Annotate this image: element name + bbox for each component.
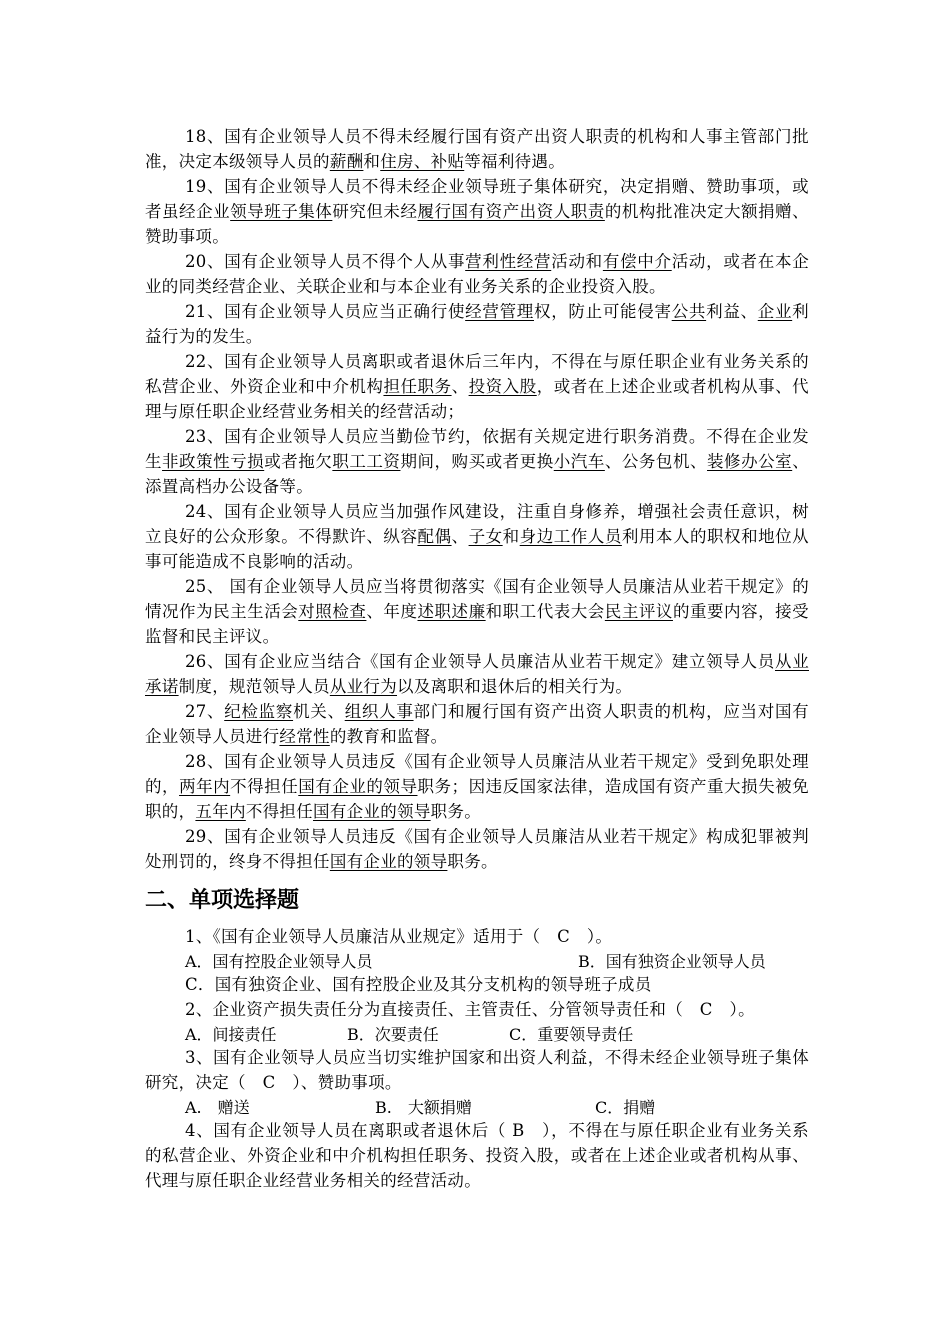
underlined-answer: 经常性 <box>279 727 330 746</box>
item-text: 等福利待遇。 <box>464 152 566 171</box>
item-text: 期间，购买或者更换 <box>400 452 554 471</box>
item-text: 权，防止可能侵害 <box>534 302 672 321</box>
fill-in-item <box>145 699 809 749</box>
underlined-answer: 身边工作人员 <box>519 527 622 546</box>
item-text: 职务。 <box>447 852 498 871</box>
item-text: 不得担任 <box>230 777 299 796</box>
item-text: 机关、 <box>293 702 345 721</box>
item-text: 26、国有企业应当结合《国有企业领导人员廉洁从业若干规定》建立领导人员 <box>185 652 775 671</box>
item-text: 27、 <box>185 702 225 721</box>
item-text: 24、国有企业领导人员应当加强作风建设，注重自身修养，增强社会责任意识，树立良好的公众形象。不得默许、纵容 <box>145 502 809 546</box>
underlined-answer: 经营管理 <box>465 302 534 321</box>
q1-option-a: A．国有控股企业领导人员 <box>185 952 373 971</box>
item-text: 职务。 <box>430 802 482 821</box>
question-4: 4、国有企业领导人员在离职或者退休后（ B ），不得在与原任职企业有业务关系的私营企业、外资企业和中介机构担任职务、投资入股，或者在上述企业或者机构从事、代理与原任职企业经营业务相关的经营活动。 <box>145 1121 809 1190</box>
underlined-answer: 国有企业的领导 <box>329 852 448 871</box>
item-text: 22、国有企业领导人员离职或者退休后三年内，不得在与原任职企业有业务关系的私营企业、外资企业和中介机构 <box>145 352 809 396</box>
underlined-answer: 对照检查 <box>298 602 367 621</box>
underlined-answer: 领导班子集体 <box>230 202 333 221</box>
underlined-answer: 住房、补贴 <box>380 152 465 171</box>
q2-option-a: A．间接责任 <box>185 1025 277 1044</box>
item-text: 21、国有企业领导人员应当正确行使 <box>185 302 466 321</box>
item-text: 研究但未经 <box>332 202 418 221</box>
underlined-answer: 薪酬 <box>329 152 364 171</box>
underlined-answer: 从业行为 <box>329 677 398 696</box>
underlined-answer: 组织人事 <box>344 702 414 721</box>
underlined-answer: 从业承诺 <box>145 652 809 696</box>
q2-option-b: B．次要责任 <box>347 1025 439 1044</box>
item-text: 不得担任 <box>245 802 314 821</box>
q1-option-b: B．国有独资企业领导人员 <box>578 952 766 971</box>
question-3: 3、国有企业领导人员应当切实维护国家和出资人利益，不得未经企业领导班子集体研究，决定（ C ）、赞助事项。 <box>145 1048 809 1092</box>
fill-in-item <box>145 499 809 574</box>
fill-in-item <box>145 299 809 349</box>
item-text: 利益、 <box>706 302 758 321</box>
underlined-answer: 五年内 <box>195 802 246 821</box>
underlined-answer: 装修办公室 <box>707 452 793 471</box>
underlined-answer: 国有企业的领导 <box>298 777 418 796</box>
item-text: 活动，或者在本企业的同类经营企业、关联企业和与本企业有业务关系的企业投资入股。 <box>145 252 809 296</box>
underlined-answer: 有偿中介 <box>602 252 672 271</box>
item-text: 的重要内容，接受监督和民主评议。 <box>145 602 809 646</box>
item-text: 、 <box>451 377 469 396</box>
underlined-answer: 小汽车 <box>553 452 605 471</box>
q3-option-a: A. 赠送 <box>185 1098 250 1117</box>
fill-in-item <box>145 649 809 699</box>
underlined-answer: 国有企业的领导 <box>313 802 431 821</box>
item-text: 29、国有企业领导人员违反《国有企业领导人员廉洁从业若干规定》构成犯罪被判处刑罚的，终身不得担任 <box>145 827 809 871</box>
item-text: 部门和履行国有资产出资人职责的机构，应当对国有企业领导人员进行 <box>145 702 809 746</box>
item-text: 和 <box>363 152 381 171</box>
item-text: 23、国有企业领导人员应当勤俭节约，依据有关规定进行职务消费。不得在企业发生 <box>145 427 809 471</box>
section-heading: 二、单项选择题 <box>145 888 300 913</box>
item-text: 、添置高档办公设备等。 <box>145 452 809 496</box>
item-text: 利益行为的发生。 <box>145 302 809 346</box>
underlined-answer: 担任职务 <box>383 377 452 396</box>
underlined-answer: 述职述廉 <box>417 602 486 621</box>
underlined-answer: 职工工资 <box>332 452 401 471</box>
item-text: 25、 国有企业领导人员应当将贯彻落实《国有企业领导人员廉洁从业若干规定》的情况作为民主生活会 <box>145 577 809 621</box>
underlined-answer: 公共 <box>671 302 707 321</box>
item-text: 的机构批准决定大额捐赠、赞助事项。 <box>145 202 809 246</box>
underlined-answer: 企业 <box>757 302 793 321</box>
underlined-answer: 履行国有资产出资人职责 <box>417 202 605 221</box>
question-3-options <box>145 1095 809 1118</box>
underlined-answer: 民主评议 <box>604 602 673 621</box>
fill-in-item <box>145 124 809 174</box>
item-text: 职务；因违反国家法律，造成国有资产重大损失被免职的， <box>145 777 809 821</box>
fill-in-item <box>145 249 809 299</box>
question-2-options <box>145 1022 809 1045</box>
item-text: 的教育和监督。 <box>329 727 448 746</box>
fill-in-item <box>145 749 809 824</box>
fill-in-item <box>145 824 809 874</box>
item-text: 和 <box>502 527 520 546</box>
underlined-answer: 非政策性亏损 <box>162 452 265 471</box>
question-2: 2、企业资产损失责任分为直接责任、主管责任、分管领导责任和（ C ）。 <box>185 1000 755 1019</box>
item-text: 、年度 <box>366 602 418 621</box>
fill-in-item <box>145 574 809 649</box>
item-text: 、公务包机、 <box>604 452 708 471</box>
q3-option-c: C．捐赠 <box>595 1098 656 1117</box>
underlined-answer: 两年内 <box>179 777 231 796</box>
question-1-options <box>145 949 809 972</box>
item-text: 制度，规范领导人员 <box>178 677 330 696</box>
underlined-answer: 营利性经营 <box>465 252 552 271</box>
item-text: 以及离职和退休后的相关行为。 <box>397 677 633 696</box>
underlined-answer: 投资入股 <box>468 377 537 396</box>
item-text: 19、国有企业领导人员不得未经企业领导班子集体研究，决定捐赠、赞助事项，或者虽经企业 <box>145 177 809 221</box>
fill-in-item <box>145 174 809 249</box>
underlined-answer: 配偶 <box>417 527 452 546</box>
item-text: 活动和 <box>551 252 603 271</box>
fill-in-item <box>145 424 809 499</box>
q1-option-c: C．国有独资企业、国有控股企业及其分支机构的领导班子成员 <box>185 975 652 994</box>
item-text: 20、国有企业领导人员不得个人从事 <box>185 252 466 271</box>
item-text: 18、国有企业领导人员不得未经履行国有资产出资人职责的机构和人事主管部门批准，决定本级领导人员的 <box>145 127 809 171</box>
q2-option-c: C．重要领导责任 <box>509 1025 634 1044</box>
item-text: 或者拖欠 <box>264 452 333 471</box>
fill-in-item <box>145 349 809 424</box>
q3-option-b: B. 大额捐赠 <box>375 1098 472 1117</box>
document-content <box>145 124 809 1193</box>
item-text: 利用本人的职权和地位从事可能造成不良影响的活动。 <box>145 527 809 571</box>
item-text: ，或者在上述企业或者机构从事、代理与原任职企业经营业务相关的经营活动； <box>145 377 809 421</box>
item-text: 28、国有企业领导人员违反《国有企业领导人员廉洁从业若干规定》受到免职处理的， <box>145 752 809 796</box>
underlined-answer: 纪检监察 <box>224 702 294 721</box>
fill-in-items <box>145 124 809 874</box>
item-text: 、 <box>451 527 469 546</box>
item-text: 和职工代表大会 <box>485 602 605 621</box>
question-1: 1、《国有企业领导人员廉洁从业规定》适用于（ C ）。 <box>185 927 613 946</box>
underlined-answer: 子女 <box>468 527 503 546</box>
